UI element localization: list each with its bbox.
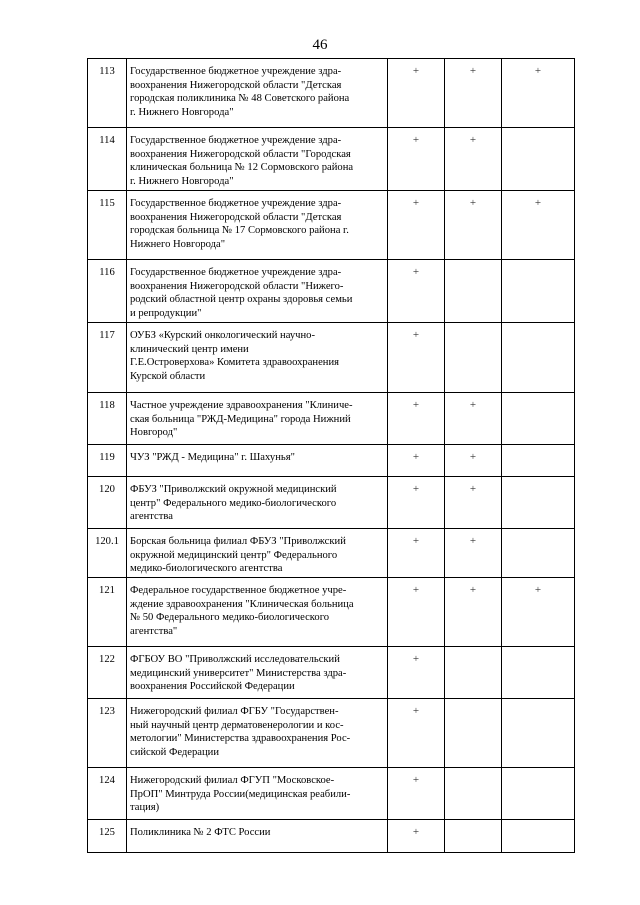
mark-cell-col3	[502, 260, 575, 323]
row-number: 122	[88, 647, 127, 699]
organization-name: Государственное бюджетное учреждение здра- воохранения Нижегородской области "Детская городская поликлиника № 48 Советского района г. Нижнего Новгорода"	[127, 59, 388, 128]
mark-cell-col2: +	[445, 191, 502, 260]
row-number: 114	[88, 128, 127, 191]
table-row	[88, 768, 575, 820]
organization-name: ФГБОУ ВО "Приволжский исследовательский медицинский университет" Министерства здра- воохранения Российской Федерации	[127, 647, 388, 699]
mark-cell-col2: +	[445, 477, 502, 529]
table-row	[88, 323, 575, 393]
mark-cell-col3: +	[502, 191, 575, 260]
mark-cell-col3	[502, 768, 575, 820]
row-number: 123	[88, 699, 127, 768]
mark-cell-col1: +	[388, 393, 445, 445]
mark-cell-col2: +	[445, 128, 502, 191]
mark-cell-col2: +	[445, 445, 502, 477]
mark-cell-col2	[445, 820, 502, 853]
mark-cell-col1: +	[388, 647, 445, 699]
mark-cell-col1: +	[388, 191, 445, 260]
mark-cell-col3	[502, 323, 575, 393]
organization-name: ЧУЗ "РЖД - Медицина" г. Шахунья"	[127, 445, 388, 477]
table-row	[88, 59, 575, 128]
mark-cell-col1: +	[388, 529, 445, 578]
mark-cell-col1: +	[388, 578, 445, 647]
row-number: 120.1	[88, 529, 127, 578]
organization-name: Государственное бюджетное учреждение здра- воохранения Нижегородской области "Городская клиническая больница № 12 Сормовского района г. Нижнего Новгорода"	[127, 128, 388, 191]
mark-cell-col2	[445, 768, 502, 820]
mark-cell-col3: +	[502, 59, 575, 128]
mark-cell-col3	[502, 529, 575, 578]
mark-cell-col2: +	[445, 529, 502, 578]
row-number: 124	[88, 768, 127, 820]
row-number: 113	[88, 59, 127, 128]
table-row	[88, 191, 575, 260]
mark-cell-col2: +	[445, 393, 502, 445]
row-number: 117	[88, 323, 127, 393]
mark-cell-col3	[502, 647, 575, 699]
mark-cell-col2	[445, 260, 502, 323]
mark-cell-col2	[445, 699, 502, 768]
organization-name: Нижегородский филиал ФГУП "Московское- ПрОП" Минтруда России(медицинская реабили- тация)	[127, 768, 388, 820]
row-number: 125	[88, 820, 127, 853]
organization-name: Федеральное государственное бюджетное учре- ждение здравоохранения "Клиническая больница № 50 Федерального медико-биологического агентства"	[127, 578, 388, 647]
organization-name: ФБУЗ "Приволжский окружной медицинский центр" Федерального медико-биологического агентства	[127, 477, 388, 529]
mark-cell-col3	[502, 445, 575, 477]
table-row	[88, 578, 575, 647]
mark-cell-col1: +	[388, 699, 445, 768]
organization-name: ОУБЗ «Курский онкологический научно- клинический центр имени Г.Е.Островерхова» Комитета здравоохранения Курской области	[127, 323, 388, 393]
table-row	[88, 477, 575, 529]
mark-cell-col3	[502, 699, 575, 768]
mark-cell-col1: +	[388, 128, 445, 191]
table-row	[88, 647, 575, 699]
row-number: 116	[88, 260, 127, 323]
organization-name: Нижегородский филиал ФГБУ "Государствен- ный научный центр дерматовенерологии и кос- метологии" Министерства здравоохранения Рос- сийской Федерации	[127, 699, 388, 768]
table-row	[88, 699, 575, 768]
row-number: 118	[88, 393, 127, 445]
organization-name: Поликлиника № 2 ФТС России	[127, 820, 388, 853]
mark-cell-col3	[502, 477, 575, 529]
mark-cell-col2: +	[445, 59, 502, 128]
mark-cell-col1: +	[388, 768, 445, 820]
mark-cell-col2	[445, 323, 502, 393]
row-number: 119	[88, 445, 127, 477]
mark-cell-col3: +	[502, 578, 575, 647]
row-number: 115	[88, 191, 127, 260]
organization-name: Государственное бюджетное учреждение здра- воохранения Нижегородской области "Детская городская больница № 17 Сормовского района г. Нижнего Новгорода"	[127, 191, 388, 260]
mark-cell-col1: +	[388, 445, 445, 477]
mark-cell-col2	[445, 647, 502, 699]
organization-name: Государственное бюджетное учреждение здра- воохранения Нижегородской области "Нижего- родский областной центр охраны здоровья семьи и репродукции"	[127, 260, 388, 323]
mark-cell-col3	[502, 128, 575, 191]
mark-cell-col2: +	[445, 578, 502, 647]
row-number: 120	[88, 477, 127, 529]
row-number: 121	[88, 578, 127, 647]
mark-cell-col3	[502, 393, 575, 445]
mark-cell-col1: +	[388, 477, 445, 529]
organizations-table	[87, 58, 575, 853]
table-row	[88, 529, 575, 578]
page-number: 46	[312, 37, 328, 53]
organization-name: Частное учреждение здравоохранения "Клиниче- ская больница "РЖД-Медицина" города Нижний Новгород"	[127, 393, 388, 445]
table-row	[88, 128, 575, 191]
table-row	[88, 393, 575, 445]
table-row	[88, 820, 575, 853]
mark-cell-col1: +	[388, 820, 445, 853]
organization-name: Борская больница филиал ФБУЗ "Приволжский окружной медицинский центр" Федерального медико-биологического агентства	[127, 529, 388, 578]
table-row	[88, 445, 575, 477]
mark-cell-col1: +	[388, 323, 445, 393]
table-row	[88, 260, 575, 323]
mark-cell-col1: +	[388, 260, 445, 323]
mark-cell-col1: +	[388, 59, 445, 128]
mark-cell-col3	[502, 820, 575, 853]
